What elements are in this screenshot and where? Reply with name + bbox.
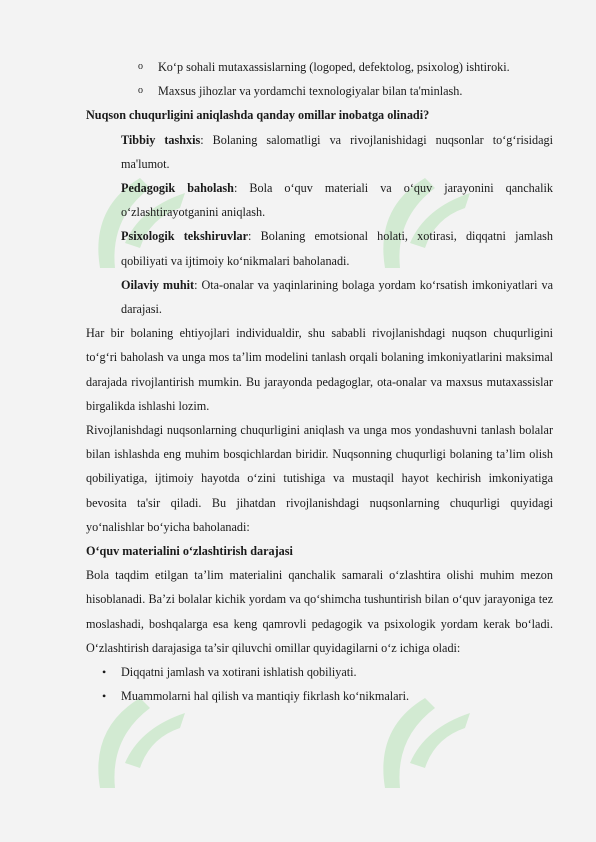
list-item: • Diqqatni jamlash va xotirani ishlatish qobiliyati. [86,660,553,684]
list-item: o Maxsus jihozlar va yordamchi texnologiyalar bilan ta'minlash. [86,79,553,103]
factor-item: Tibbiy tashxis: Bolaning salomatligi va rivojlanishidagi nuqsonlar to‘g‘risidagi ma'lumot. [121,132,553,171]
factor-list [86,128,553,322]
section-heading: O‘quv materialini o‘zlashtirish darajasi [86,544,293,559]
list-item: o Ko‘p sohali mutaxassislarning (logoped, defektolog, psixolog) ishtiroki. [86,55,553,79]
hollow-bullet-icon: o [138,61,143,72]
bullet-icon: • [102,665,107,680]
bullet-list [86,660,553,708]
factor-item: Pedagogik baholash: Bola o‘quv materiali va o‘quv jarayonini qanchalik o‘zlashtirayotganini aniqlash. [121,181,554,220]
paragraph: Har bir bolaning ehtiyojlari individualdir, shu sababli rivojlanishdagi nuqson chuqurligini to‘g‘ri baholash va unga mos ta’lim modelini tanlash orqali bolaning imkoniyatlarini maksimal darajada rivojlantirish mumkin. Bu jarayonda pedagoglar, ota-onalar va maxsus mutaxassislar birgalikda ishlashi lozim. [86,326,553,413]
bullet-icon: • [102,689,107,704]
paragraph: Rivojlanishdagi nuqsonlarning chuqurligini aniqlash va unga mos yondashuvni tanlash bolalar bilan ishlashda eng muhim bosqichlardan biridir. Nuqsonning chuqurligi bolaning ta’lim olish qobiliyatiga, ijtimoiy hayotda o‘zini tutishiga va mustaqil hayot kechirish imkoniyatiga bevosita ta'sir qiladi. Bu jihatdan rivojlanishdagi nuqsonlarning chuqurligi quyidagi yo‘nalishlar bo‘yicha baholanadi: [86,423,553,534]
list-item: • Muammolarni hal qilish va mantiqiy fikrlash ko‘nikmalari. [86,684,553,708]
factor-item: Oilaviy muhit: Ota-onalar va yaqinlarining bolaga yordam ko‘rsatish imkoniyatlari va darajasi. [121,277,553,317]
sub-list [86,55,553,103]
section-heading: Nuqson chuqurligini aniqlashda qanday omillar inobatga olinadi? [86,108,430,123]
hollow-bullet-icon: o [138,85,143,97]
paragraph: Bola taqdim etilgan ta’lim materialini qanchalik samarali o‘zlashtira olishi muhim mezon hisoblanadi. Ba’zi bolalar kichik yordam va qo‘shimcha tushuntirish bilan o‘quv jarayoniga tez moslashadi, boshqalarga esa keng qamrovli pedagogik va psixologik yordam kerak bo‘ladi. O‘zlashtirish darajasiga ta’sir qiluvchi omillar quyidagilarni o‘z ichiga oladi: [86,568,553,655]
document-body [86,55,553,708]
factor-item: Psixologik tekshiruvlar: Bolaning emotsional holati, xotirasi, diqqatni jamlash qobiliyati va ijtimoiy ko‘nikmalari baholanadi. [121,229,554,268]
